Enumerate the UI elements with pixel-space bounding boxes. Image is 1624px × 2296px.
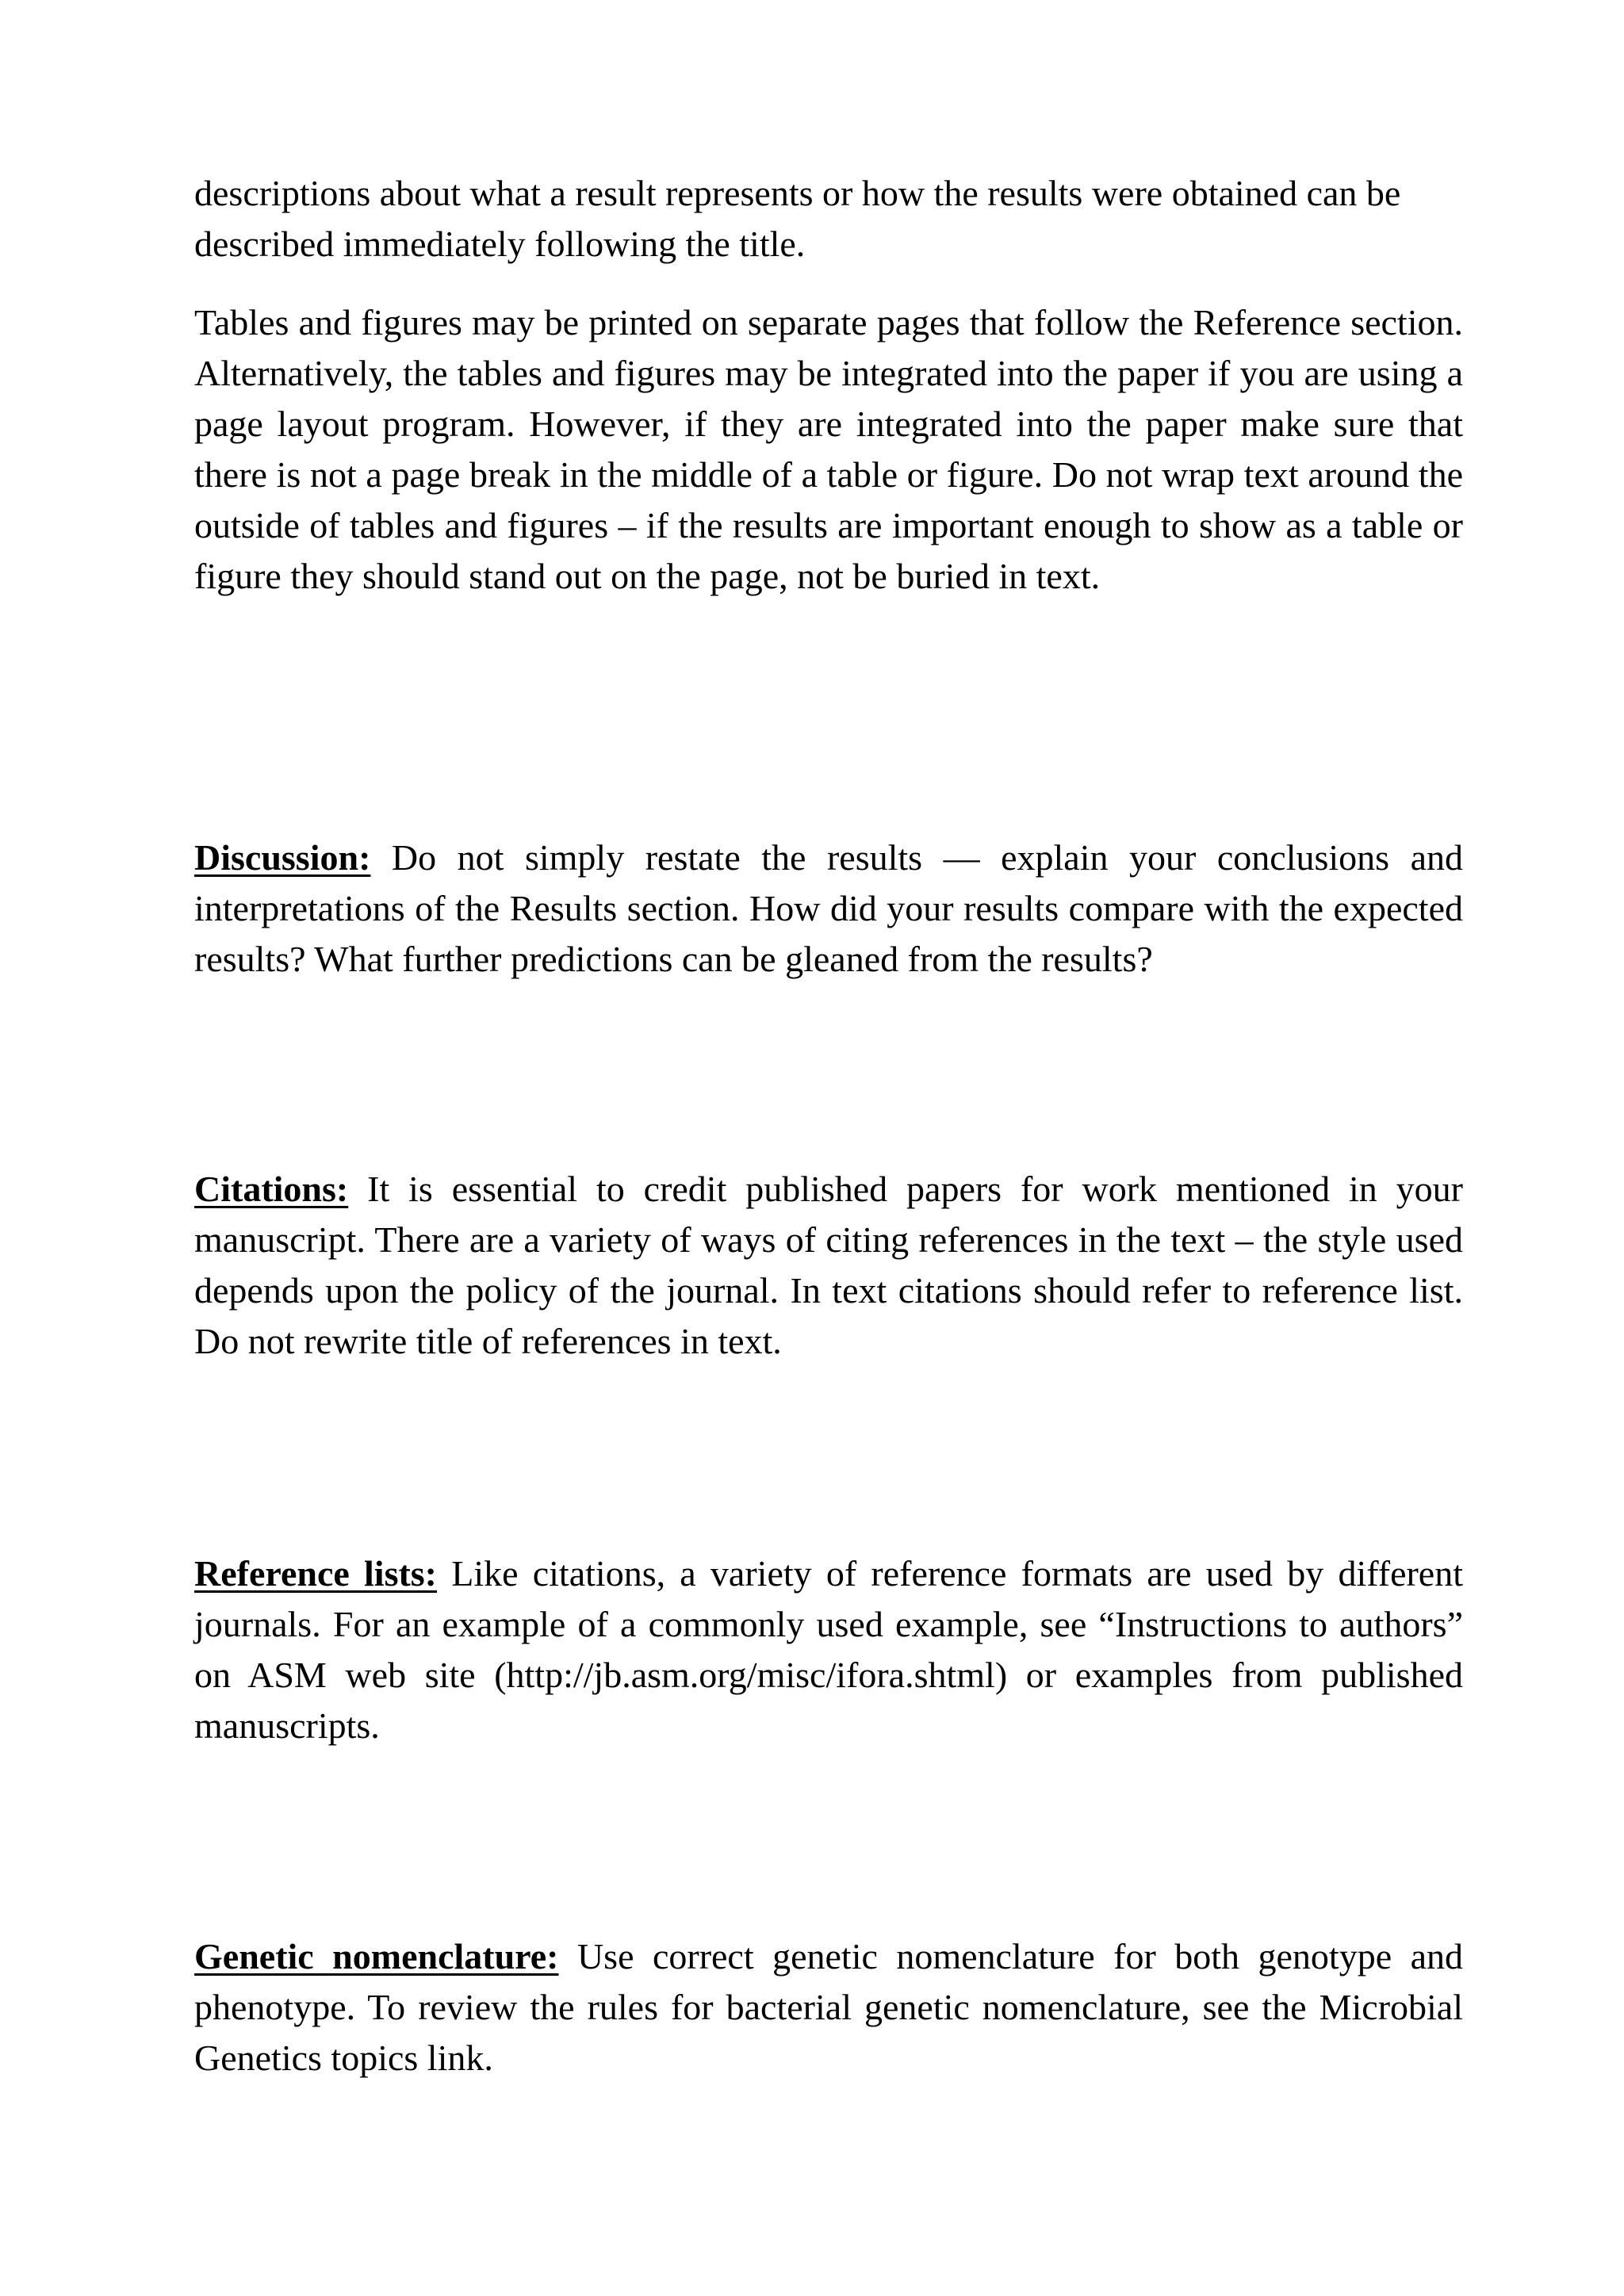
citations-section <box>194 1164 1463 1367</box>
genetic-nomenclature-heading: Genetic nomenclature: <box>194 1936 559 1976</box>
discussion-body: Do not simply restate the results — explain your conclusions and interpretations of the Results section. How did your results compare with the expected results? What further predictions can be gleaned from the results? <box>194 837 1463 979</box>
reference-lists-body: Like citations, a variety of reference formats are used by different journals. For an example of a commonly used example, see “Instructions to authors” on ASM web site (http://jb.asm.org/misc/ifora.shtml) or examples from published manuscripts. <box>194 1553 1463 1746</box>
citations-heading: Citations: <box>194 1169 349 1209</box>
discussion-section <box>194 832 1463 985</box>
tables-figures-paragraph: Tables and figures may be printed on separate pages that follow the Reference section. Alternatively, the tables and figures may be integrated into the paper if you are using a page layout program. However, if they are integrated into the paper make sure that there is not a page break in the middle of a table or figure. Do not wrap text around the outside of tables and figures – if the results are important enough to show as a table or figure they should stand out on the page, not be buried in text. <box>194 302 1463 596</box>
citations-body: It is essential to credit published papers for work mentioned in your manuscript. There are a variety of ways of citing references in the text – the style used depends upon the policy of the journal. In text citations should refer to reference list. Do not rewrite title of references in text. <box>194 1169 1463 1361</box>
reference-lists-section <box>194 1548 1463 1751</box>
genetic-nomenclature-section <box>194 1931 1463 2084</box>
genetic-nomenclature-body: Use correct genetic nomenclature for both genotype and phenotype. To review the rules for bacterial genetic nomenclature, see the Microbial Genetics topics link. <box>194 1936 1463 2078</box>
intro-paragraph: descriptions about what a result represents or how the results were obtained can be described immediately following the title. <box>194 173 1401 264</box>
reference-lists-heading: Reference lists: <box>194 1553 438 1594</box>
discussion-heading: Discussion: <box>194 837 371 878</box>
